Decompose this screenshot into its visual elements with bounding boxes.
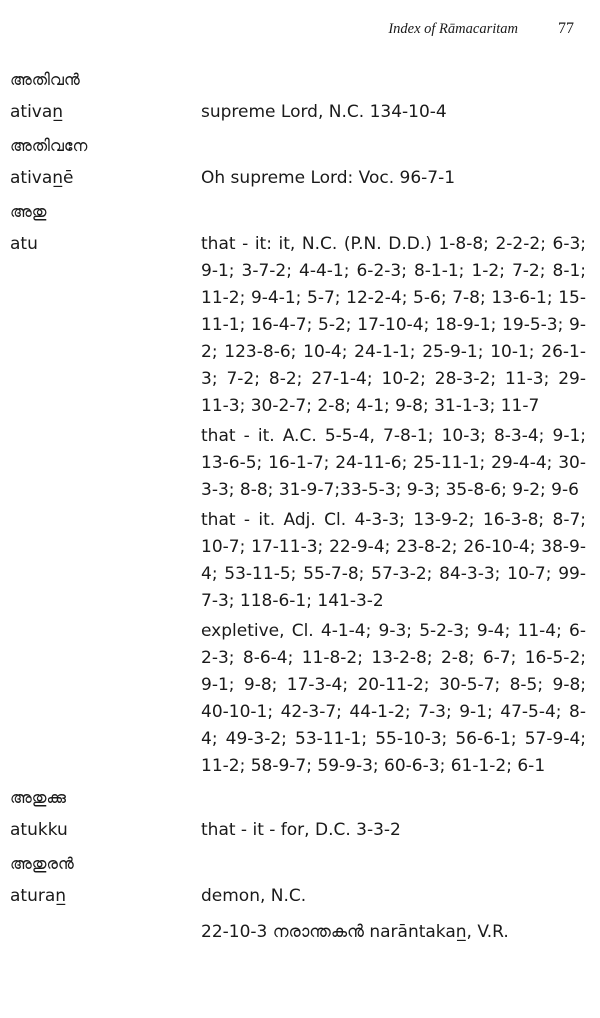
entry-malayalam-headword [10,784,586,817]
entry-definition-continuation [10,504,586,615]
malayalam-headword: അതു [10,202,47,221]
entry-malayalam-headword [10,132,586,165]
index-entry [10,817,586,850]
index-entry [10,231,586,420]
roman-headword: atu [10,234,38,254]
entry-definition: expletive, Cl. 4-1-4; 9-3; 5-2-3; 9-4; 11-4; 6-2-3; 8-6-4; 11-8-2; 13-2-8; 2-8; 6-7; 16-5-2; 9-1; 9-8; 17-3-4; 20-11-2; 30-5-7; 8-5; 9-8; 40-10-1; 42-3-7; 44-1-2; 7-3; 9-1; 47-5-4; 8-4; 49-3-2; 53-11-1; 55-10-3; 56-6-1; 57-9-4; 11-2; 58-9-7; 59-9-3; 60-6-3; 61-1-2; 6-1 [201,621,586,776]
page-header [0,20,574,38]
malayalam-headword: അതുരൻ [10,854,74,873]
entry-definition-continuation [10,420,586,504]
entry-definition-continuation [10,916,586,946]
roman-headword: ativan̲ē [10,168,74,188]
entry-definition: that - it. Adj. Cl. 4-3-3; 13-9-2; 16-3-8; 8-7; 10-7; 17-11-3; 22-9-4; 23-8-2; 26-10-4; 38-9-4; 53-11-5; 55-7-8; 57-3-2; 84-3-3; 10-7; 99-7-3; 118-6-1; 141-3-2 [201,510,586,611]
entry-definition: that - it. A.C. 5-5-4, 7-8-1; 10-3; 8-3-4; 9-1; 13-6-5; 16-1-7; 24-11-6; 25-11-1; 29-4-4; 30-3-3; 8-8; 31-9-7;33-5-3; 9-3; 35-8-6; 9-2; 9-6 [201,426,586,500]
entry-definition: that - it - for, D.C. 3-3-2 [201,820,401,840]
roman-headword: ativan̲ [10,102,64,122]
malayalam-headword: അതിവനേ [10,136,88,155]
entry-definition: supreme Lord, N.C. 134-10-4 [201,102,447,122]
roman-headword: atukku [10,820,68,840]
entry-definition: demon, N.C. [201,886,307,906]
index-entry [10,99,586,132]
index-entry [10,883,586,916]
entry-malayalam-headword [10,850,586,883]
roman-headword: aturan̲ [10,886,67,906]
index-entry [10,165,586,198]
page-number: 77 [558,20,574,37]
entry-malayalam-headword [10,66,586,99]
index-entries [10,66,586,946]
entry-definition: that - it: it, N.C. (P.N. D.D.) 1-8-8; 2-2-2; 6-3; 9-1; 3-7-2; 4-4-1; 6-2-3; 8-1-1; 1-2; 7-2; 8-1; 11-2; 9-4-1; 5-7; 12-2-4; 5-6; 7-8; 13-6-1; 15-11-1; 16-4-7; 5-2; 17-10-4; 18-9-1; 19-5-3; 9-2; 123-8-6; 10-4; 24-1-1; 25-9-1; 10-1; 26-1-3; 7-2; 8-2; 27-1-4; 10-2; 28-3-2; 11-3; 29-11-3; 30-2-7; 2-8; 4-1; 9-8; 31-1-3; 11-7 [201,234,586,416]
malayalam-headword: അതിവൻ [10,70,80,89]
entry-definition-continuation [10,615,586,780]
running-title: Index of Rāmacaritam [388,21,518,37]
entry-definition: Oh supreme Lord: Voc. 96-7-1 [201,168,456,188]
malayalam-headword: അതുക്കു [10,788,66,807]
entry-malayalam-headword [10,198,586,231]
entry-definition: 22-10-3 നരാന്തകൻ narāntakan̲, V.R. [201,922,509,942]
